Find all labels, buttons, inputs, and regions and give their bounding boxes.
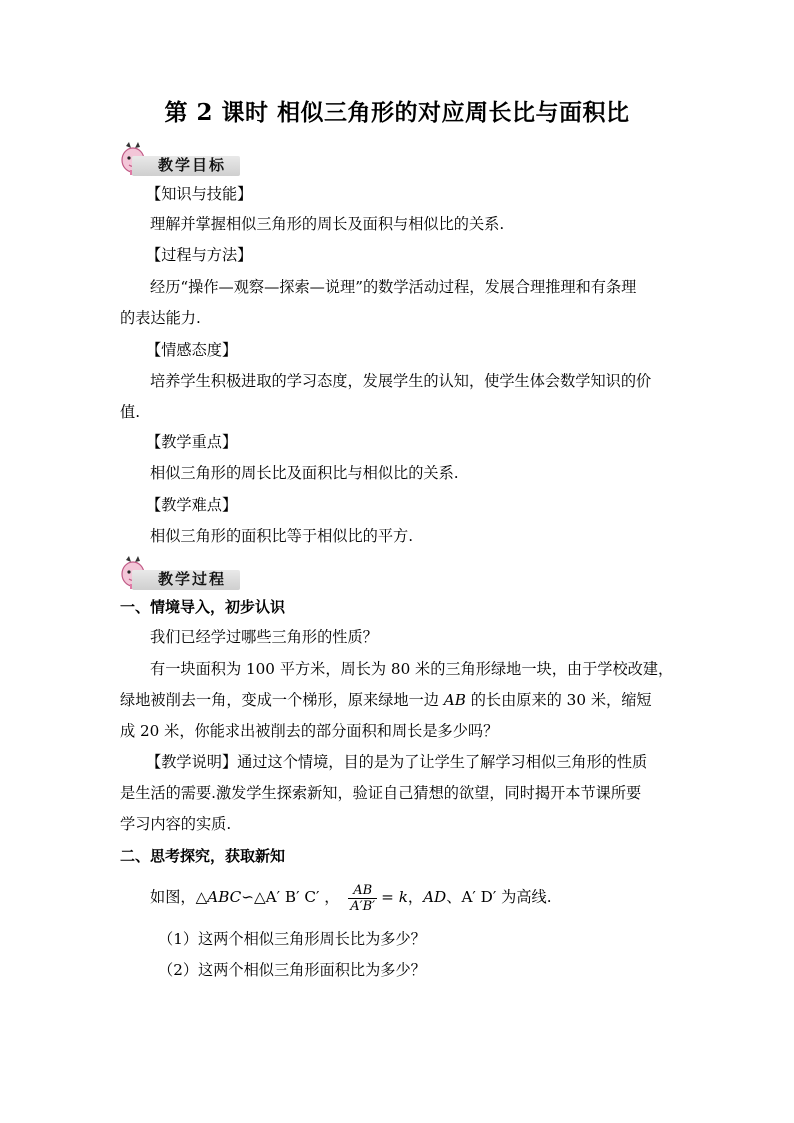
ratio-fraction bbox=[348, 883, 377, 914]
note-line3: 学习内容的实质. bbox=[120, 815, 232, 833]
section-badge-process bbox=[118, 562, 242, 592]
question-1: （1）这两个相似三角形周长比为多少？ bbox=[158, 930, 426, 948]
p1-line2: 有一块面积为 100 平方米，周长为 80 米的三角形绿地一块，由于学校改建， bbox=[150, 660, 674, 678]
fig-b: ∽△A′ B′ C′ ， bbox=[241, 888, 340, 906]
fraction-denominator: A′B′ bbox=[350, 898, 376, 914]
fraction-numerator: AB bbox=[348, 883, 377, 899]
section-badge-label: 教学目标 bbox=[158, 156, 227, 174]
ratio-k: k bbox=[398, 888, 408, 906]
height-ad: AD bbox=[423, 888, 447, 906]
note-line1: 【教学说明】通过这个情境，目的是为了让学生了解学习相似三角形的性质 bbox=[146, 753, 648, 771]
method-text-1: 经历“操作—观察—探索—说理”的数学活动过程，发展合理推理和有条理 bbox=[150, 278, 637, 296]
p1-line3 bbox=[120, 690, 652, 710]
key-text: 相似三角形的周长比及面积比与相似比的关系. bbox=[150, 464, 459, 482]
fig-d: ， bbox=[407, 888, 424, 906]
figure-statement bbox=[150, 878, 552, 916]
key-heading: 【教学重点】 bbox=[146, 433, 238, 451]
page-title: 第 2 课时 相似三角形的对应周长比与面积比 bbox=[164, 99, 630, 126]
method-heading: 【过程与方法】 bbox=[146, 246, 253, 264]
part2-heading: 二、思考探究，获取新知 bbox=[120, 847, 286, 865]
difficulty-text: 相似三角形的面积比等于相似比的平方. bbox=[150, 527, 414, 545]
question-2: （2）这两个相似三角形面积比为多少？ bbox=[158, 961, 426, 979]
knowledge-text: 理解并掌握相似三角形的周长及面积与相似比的关系. bbox=[150, 215, 505, 233]
p1-line3-a: 绿地被削去一角，变成一个梯形，原来绿地一边 bbox=[120, 691, 444, 709]
p1-line3-b: 的长由原来的 30 米，缩短 bbox=[465, 691, 652, 709]
note-line2: 是生活的需要.激发学生探索新知，验证自己猜想的欲望，同时揭开本节课所要 bbox=[120, 784, 642, 802]
attitude-text-1: 培养学生积极进取的学习态度，发展学生的认知，使学生体会数学知识的价 bbox=[150, 372, 652, 390]
difficulty-heading: 【教学难点】 bbox=[146, 496, 238, 514]
segment-ab: AB bbox=[443, 691, 466, 709]
part1-heading: 一、情境导入，初步认识 bbox=[120, 598, 286, 616]
attitude-heading: 【情感态度】 bbox=[146, 341, 238, 359]
triangle-abc: ABC bbox=[207, 888, 242, 906]
fig-e: 、A′ D′ 为高线. bbox=[446, 888, 552, 906]
knowledge-heading: 【知识与技能】 bbox=[146, 185, 253, 203]
section-badge-label: 教学过程 bbox=[158, 570, 227, 588]
fig-a: 如图，△ bbox=[150, 888, 208, 906]
method-text-2: 的表达能力. bbox=[120, 309, 201, 327]
fig-c: = bbox=[381, 888, 399, 906]
p1-line1: 我们已经学过哪些三角形的性质？ bbox=[150, 628, 378, 646]
section-badge-goals bbox=[118, 148, 242, 178]
p1-line4: 成 20 米，你能求出被削去的部分面积和周长是多少吗？ bbox=[120, 722, 499, 740]
attitude-text-2: 值. bbox=[120, 403, 141, 421]
